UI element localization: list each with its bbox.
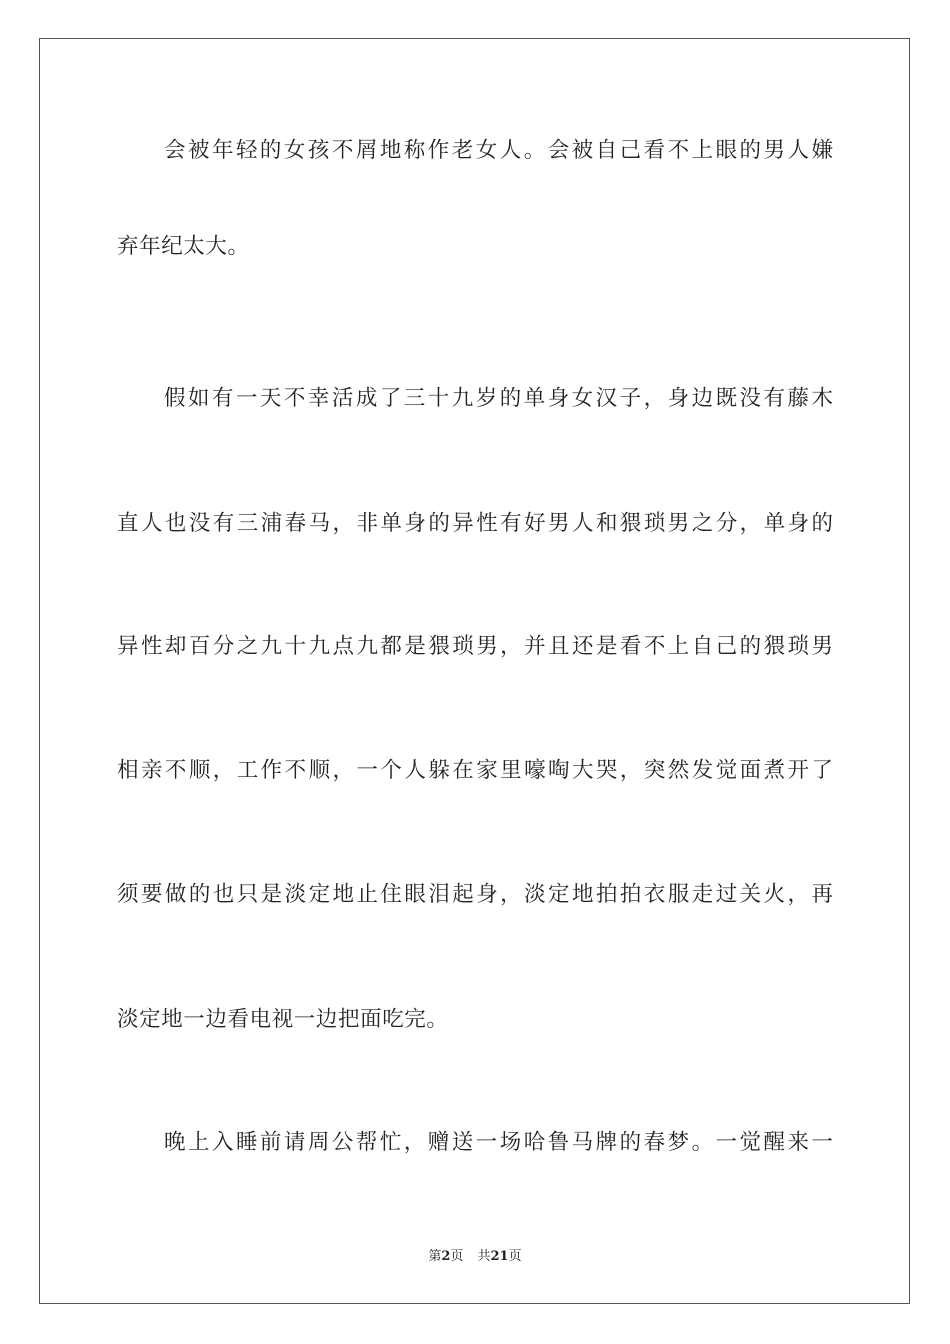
text-line-6: 相亲不顺，工作不顺，一个人躲在家里嚎啕大哭，突然发觉面煮开了 [117, 758, 833, 783]
text-line-1: 会被年轻的女孩不屑地称作老女人。会被自己看不上眼的男人嫌 [164, 138, 833, 163]
text-line-7: 须要做的也只是淡定地止住眼泪起身，淡定地拍拍衣服走过关火，再 [117, 882, 833, 907]
text-line-3: 假如有一天不幸活成了三十九岁的单身女汉子，身边既没有藤木 [164, 386, 833, 411]
page-footer [0, 1248, 950, 1266]
page-border [39, 38, 910, 1304]
text-line-5: 异性却百分之九十九点九都是猥琐男，并且还是看不上自己的猥琐男 [117, 634, 833, 659]
total-pages: 21 [490, 1249, 509, 1264]
page-number: 2 [441, 1249, 451, 1264]
page-suffix: 页 [450, 1249, 464, 1264]
text-line-2: 弃年纪太大。 [117, 234, 250, 259]
page-prefix: 第 [428, 1249, 442, 1264]
text-line-8: 淡定地一边看电视一边把面吃完。 [117, 1007, 449, 1032]
text-line-9: 晚上入睡前请周公帮忙，赠送一场哈鲁马牌的春梦。一觉醒来一 [164, 1130, 833, 1155]
total-prefix: 共 [477, 1249, 491, 1264]
total-suffix: 页 [508, 1249, 522, 1264]
text-line-4: 直人也没有三浦春马，非单身的异性有好男人和猥琐男之分，单身的 [117, 511, 833, 536]
